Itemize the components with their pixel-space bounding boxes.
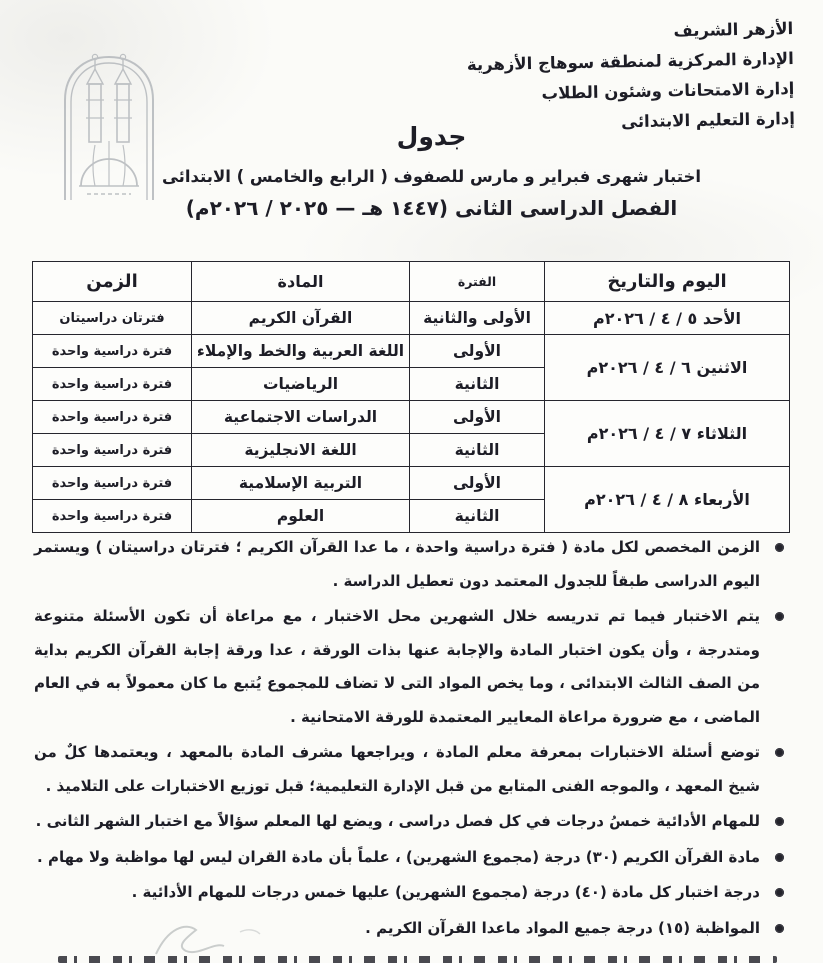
subject-cell: اللغة العربية والخط والإملاء <box>192 335 410 368</box>
exam-schedule-table <box>32 261 790 533</box>
org-line: الأزهر الشريف <box>673 18 794 41</box>
bullet-icon <box>775 924 784 933</box>
note-text: يتم الاختبار فيما تم تدريسه خلال الشهرين محل الاختبار ، مع مراعاة أن تكون الأسئلة متنوعة ومتدرجة ، وأن يكون اختبار المادة والإجابة عنها بذات الورقة ، عدا ورقة إجابة القرآن الكريم بداية من الصف الثالث الابتدائى ، وما يخص المواد التى لا تضاف للمجموع يُتبع ما كان معمولاً به في العام الماضى ، مع ضرورة مراعاة المعايير المعتمدة للورقة الامتحانية . <box>34 607 760 726</box>
bullet-icon <box>775 817 784 826</box>
note-text: للمهام الأدائية خمسُ درجات في كل فصل دراسى ، ويضع لها المعلم سؤالاً مع اختبار الشهر الثانى . <box>35 812 760 830</box>
subject-cell: الرياضيات <box>192 368 410 401</box>
period-cell: الثانية <box>410 434 545 467</box>
truncated-text-line <box>58 956 777 963</box>
table-row <box>33 335 790 368</box>
time-cell: فترة دراسية واحدة <box>33 335 192 368</box>
note-item <box>34 600 787 734</box>
notes-list <box>34 531 787 947</box>
note-item <box>34 805 787 839</box>
column-header-time: الزمن <box>33 262 192 302</box>
day-cell: الأربعاء ٨ / ٤ / ٢٠٢٦م <box>545 467 790 533</box>
note-text: المواظبة (١٥) درجة جميع المواد ماعدا القرآن الكريم . <box>365 918 760 937</box>
time-cell: فترة دراسية واحدة <box>33 434 192 467</box>
table-row <box>33 467 790 500</box>
column-header-day-date: اليوم والتاريخ <box>545 262 790 302</box>
time-cell: فترة دراسية واحدة <box>33 467 192 500</box>
bullet-icon <box>775 888 784 897</box>
period-cell: الأولى والثانية <box>410 302 545 335</box>
subject-cell: القرآن الكريم <box>192 302 410 335</box>
title-block <box>40 122 823 220</box>
column-header-period: الفترة <box>410 262 545 302</box>
table-row <box>33 302 790 335</box>
subject-cell: الدراسات الاجتماعية <box>192 401 410 434</box>
note-item <box>34 841 787 875</box>
time-cell: فترتان دراسيتان <box>33 302 192 335</box>
org-line: الإدارة المركزية لمنطقة سوهاج الأزهرية <box>466 48 795 75</box>
note-text: الزمن المخصص لكل مادة ( فترة دراسية واحدة ، ما عدا القرآن الكريم ؛ فترتان دراسيتان ) ويستمر اليوم الدراسى طبقاً للجدول المعتمد دون تعطيل الدراسة . <box>34 538 760 590</box>
table-header-row <box>33 262 790 302</box>
day-cell: الاثنين ٦ / ٤ / ٢٠٢٦م <box>545 335 790 401</box>
note-text: توضع أسئلة الاختبارات بمعرفة معلم المادة ، ويراجعها مشرف المادة بالمعهد ، ويعتمدها كلٌ من شيخ المعهد ، والموجه الفنى المتابع من قبل الإدارة التعليمية؛ قبل توزيع الاختبارات على التلاميذ . <box>34 743 760 795</box>
org-line: إدارة الامتحانات وشئون الطلاب <box>541 78 795 103</box>
period-cell: الأولى <box>410 401 545 434</box>
subject-cell: العلوم <box>192 500 410 533</box>
period-cell: الأولى <box>410 335 545 368</box>
period-cell: الأولى <box>410 467 545 500</box>
day-cell: الثلاثاء ٧ / ٤ / ٢٠٢٦م <box>545 401 790 467</box>
period-cell: الثانية <box>410 368 545 401</box>
subject-cell: التربية الإسلامية <box>192 467 410 500</box>
note-text: درجة اختبار كل مادة (٤٠) درجة (مجموع الشهرين) عليها خمس درجات للمهام الأدائية . <box>131 883 760 901</box>
table-row <box>33 401 790 434</box>
bullet-icon <box>775 612 784 621</box>
document-title: جدول <box>396 122 467 151</box>
column-header-subject: المادة <box>192 262 410 302</box>
time-cell: فترة دراسية واحدة <box>33 368 192 401</box>
note-item <box>34 736 787 803</box>
org-line: إدارة التعليم الابتدائى <box>621 108 796 132</box>
note-item <box>34 876 787 910</box>
period-cell: الثانية <box>410 500 545 533</box>
time-cell: فترة دراسية واحدة <box>33 500 192 533</box>
day-cell: الأحد ٥ / ٤ / ٢٠٢٦م <box>545 302 790 335</box>
time-cell: فترة دراسية واحدة <box>33 401 192 434</box>
bullet-icon <box>775 853 784 862</box>
term-title: الفصل الدراسى الثانى (١٤٤٧ هـ — ٢٠٢٥ / ٢٠٢٦م) <box>185 196 678 220</box>
bullet-icon <box>775 543 784 552</box>
exam-title: اختبار شهرى فبراير و مارس للصفوف ( الرابع والخامس ) الابتدائى <box>161 167 702 186</box>
note-text: مادة القرآن الكريم (٣٠) درجة (مجموع الشهرين) ، علماً بأن مادة القران ليس لها مواظبة ولا مهام . <box>37 847 760 866</box>
subject-cell: اللغة الانجليزية <box>192 434 410 467</box>
note-item <box>34 531 787 598</box>
note-item <box>34 912 787 946</box>
bullet-icon <box>775 748 784 757</box>
